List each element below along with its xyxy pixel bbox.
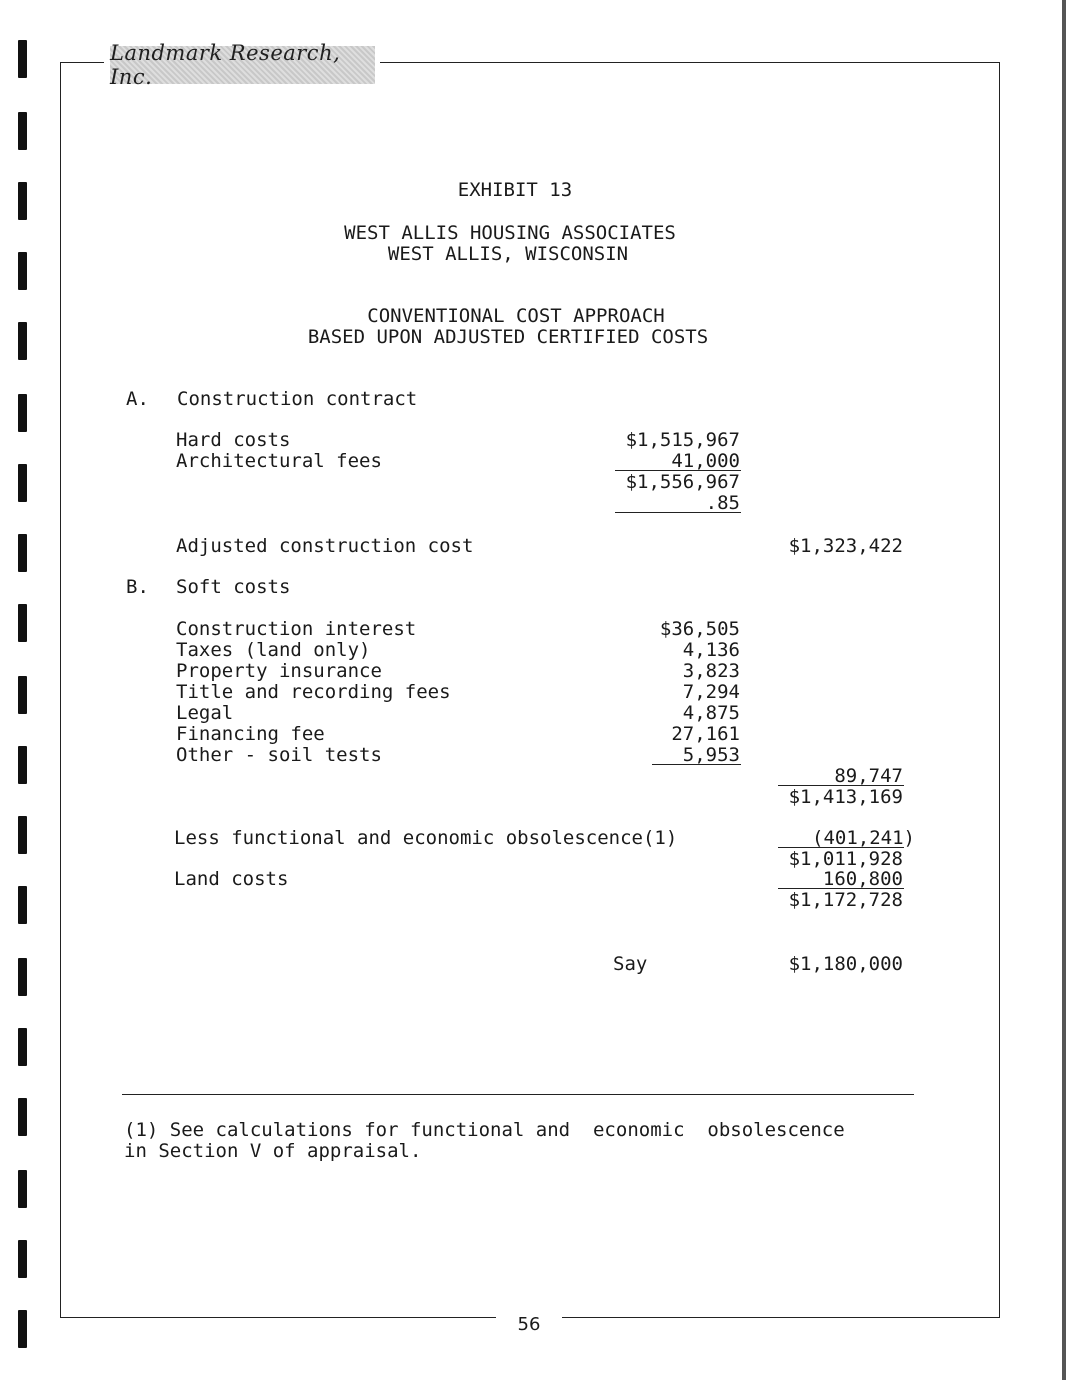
soft-total: 89,747 (834, 765, 903, 787)
land-total: $1,172,728 (788, 889, 903, 911)
hard-costs-value: $1,515,967 (625, 429, 740, 451)
soft-label-6: Other - soil tests (176, 744, 382, 766)
section-b-title: Soft costs (176, 576, 291, 598)
hard-costs-label: Hard costs (176, 429, 291, 451)
soft-label-5: Financing fee (176, 723, 325, 745)
soft-label-1: Taxes (land only) (176, 639, 371, 661)
soft-label-4: Legal (176, 702, 234, 724)
arch-fees-label: Architectural fees (176, 450, 382, 472)
say-label: Say (613, 953, 648, 975)
soft-label-0: Construction interest (176, 618, 417, 640)
say-value: $1,180,000 (788, 953, 903, 975)
adjusted-label: Adjusted construction cost (176, 535, 474, 557)
section-a-letter: A. (126, 388, 149, 410)
underline-soft (652, 764, 741, 765)
soft-value-1: 4,136 (682, 639, 740, 661)
land-label: Land costs (174, 868, 289, 890)
footnote-line2: in Section V of appraisal. (124, 1140, 422, 1162)
soft-label-2: Property insurance (176, 660, 382, 682)
company-logo (110, 41, 375, 89)
footnote-rule (122, 1094, 914, 1095)
soft-value-2: 3,823 (682, 660, 740, 682)
soft-value-6: 5,953 (682, 744, 740, 766)
arch-fees-value: 41,000 (671, 450, 740, 472)
soft-value-0: $36,505 (659, 618, 740, 640)
section-b-letter: B. (126, 576, 149, 598)
adjusted-value: $1,323,422 (788, 535, 903, 557)
underline-factor (615, 512, 741, 513)
soft-value-3: 7,294 (682, 681, 740, 703)
org-name: WEST ALLIS HOUSING ASSOCIATES (344, 222, 676, 244)
factor-a: .85 (705, 492, 740, 514)
after-obsolescence: $1,011,928 (788, 848, 903, 870)
footnote-line1: (1) See calculations for functional and economic obsolescence (124, 1119, 845, 1141)
running-total: $1,413,169 (788, 786, 903, 808)
org-location: WEST ALLIS, WISCONSIN (387, 243, 629, 265)
page-number: 56 (517, 1314, 541, 1335)
soft-value-4: 4,875 (682, 702, 740, 724)
soft-label-3: Title and recording fees (176, 681, 451, 703)
land-value: 160,800 (822, 868, 903, 890)
exhibit-title: EXHIBIT 13 (457, 179, 573, 201)
soft-value-5: 27,161 (671, 723, 740, 745)
subtitle-line2: BASED UPON ADJUSTED CERTIFIED COSTS (307, 326, 709, 348)
subtotal-a: $1,556,967 (625, 471, 740, 493)
obsolescence-value: (401,241) (812, 827, 915, 849)
page-edge (1062, 0, 1066, 1380)
subtitle-line1: CONVENTIONAL COST APPROACH (367, 305, 665, 327)
section-a-title: Construction contract (177, 388, 418, 410)
obsolescence-label: Less functional and economic obsolescence(1) (174, 827, 678, 849)
logo-text: Landmark Research, Inc. (110, 41, 341, 89)
